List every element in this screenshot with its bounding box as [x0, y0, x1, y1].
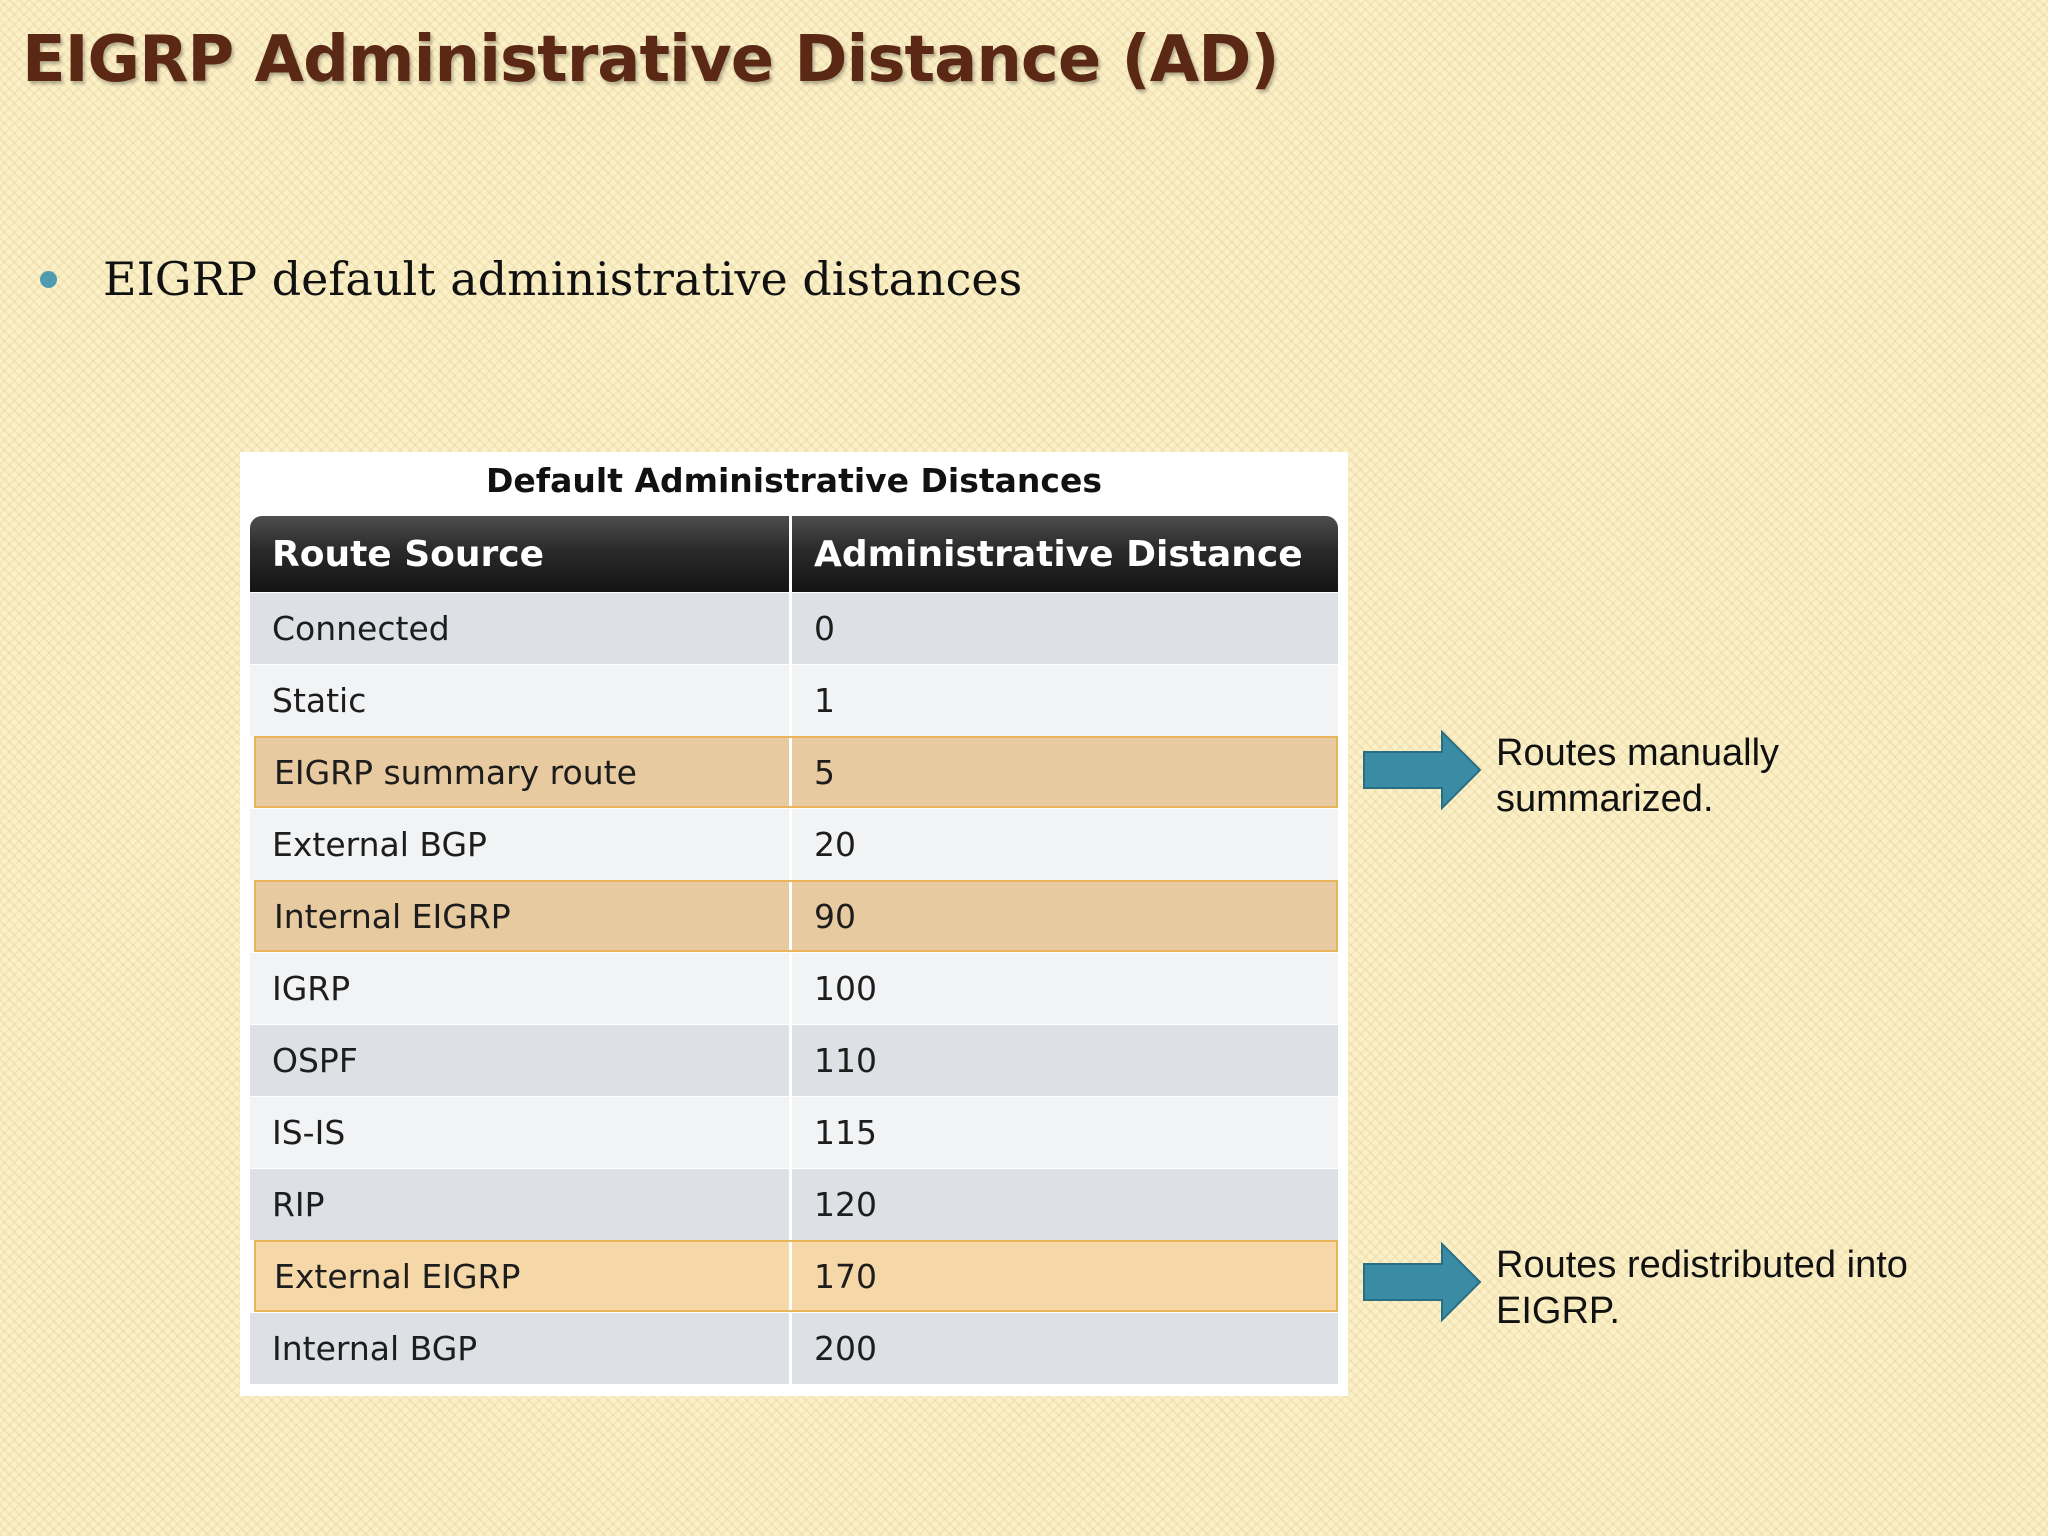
table-row: [250, 592, 1338, 664]
administrative-distance-cell: 0: [814, 609, 835, 648]
route-source-cell: Internal EIGRP: [256, 882, 792, 950]
route-source-cell: Internal BGP: [250, 1313, 792, 1384]
annotation-redistributed-text: [1496, 1242, 1996, 1334]
table-caption: Default Administrative Distances: [485, 461, 1103, 500]
annotation-summary-line2: summarized.: [1496, 778, 1714, 820]
route-source-cell: OSPF: [250, 1025, 792, 1096]
route-source-cell: RIP: [250, 1169, 792, 1240]
table-row: [250, 808, 1338, 880]
administrative-distance-cell: 110: [814, 1041, 877, 1080]
table-header-row: [250, 516, 1338, 592]
table-row: [250, 1096, 1338, 1168]
right-arrow-icon: [1362, 1242, 1482, 1322]
table-row: [250, 664, 1338, 736]
annotation-summary-line1: Routes manually: [1496, 732, 1780, 774]
administrative-distance-cell: 5: [814, 752, 836, 792]
table-row: [254, 736, 1338, 808]
route-source-cell: Static: [250, 665, 792, 736]
administrative-distance-cell: 20: [814, 825, 856, 864]
table-row: [250, 1312, 1338, 1384]
route-source-cell: External EIGRP: [256, 1242, 792, 1310]
administrative-distance-cell: 100: [814, 969, 877, 1008]
bullet-dot-icon: [40, 271, 57, 288]
table-row: [254, 880, 1338, 952]
table-row: [250, 952, 1338, 1024]
ad-table-panel: [240, 452, 1348, 1396]
route-source-cell: IGRP: [250, 953, 792, 1024]
header-route-source: Route Source: [250, 516, 792, 592]
table-row: [250, 1024, 1338, 1096]
administrative-distance-cell: 170: [814, 1256, 878, 1296]
administrative-distance-cell: 115: [814, 1113, 877, 1152]
bullet-text: EIGRP default administrative distances: [103, 252, 1023, 306]
administrative-distance-cell: 200: [814, 1329, 877, 1368]
annotation-redistributed-line2: EIGRP.: [1496, 1290, 1620, 1332]
slide-title: EIGRP Administrative Distance (AD): [22, 23, 1279, 97]
administrative-distance-cell: 90: [814, 896, 857, 936]
route-source-cell: IS-IS: [250, 1097, 792, 1168]
administrative-distance-cell: 120: [814, 1185, 877, 1224]
annotation-summary: [1362, 730, 1996, 822]
header-administrative-distance: Administrative Distance: [814, 533, 1303, 575]
annotation-redistributed-line1: Routes redistributed into: [1496, 1244, 1908, 1286]
administrative-distance-cell: 1: [814, 681, 835, 720]
table-row: [250, 1168, 1338, 1240]
table-body: [250, 592, 1338, 1384]
ad-table: [250, 516, 1338, 1384]
route-source-cell: Connected: [250, 593, 792, 664]
right-arrow-icon: [1362, 730, 1482, 810]
table-row: [254, 1240, 1338, 1312]
route-source-cell: External BGP: [250, 809, 792, 880]
bullet-item: [40, 248, 1022, 310]
annotation-redistributed: [1362, 1242, 1996, 1334]
annotation-summary-text: [1496, 730, 1996, 822]
route-source-cell: EIGRP summary route: [256, 738, 792, 806]
